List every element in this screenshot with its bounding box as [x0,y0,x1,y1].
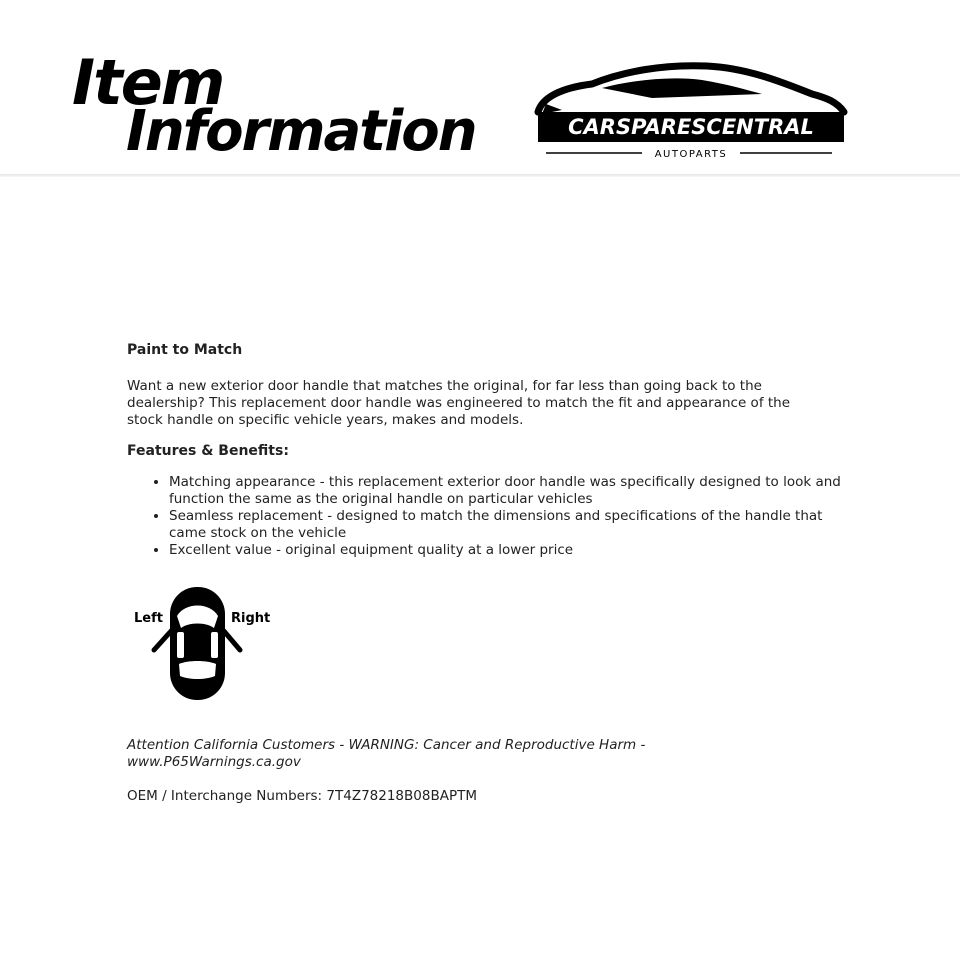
page-header [0,0,960,176]
description-paragraph: Want a new exterior door handle that matches the original, for far less than going back to the dealership? This replacement door handle was engineered to match the fit and appearance of the stock handle on specific vehicle years, makes and models. [127,378,791,428]
logo-brand-text: CARSPARESCENTRAL [568,115,814,139]
features-heading: Features & Benefits: [127,443,289,459]
list-item: • Matching appearance - this replacement exterior door handle was specifically designed to look and function the same as the original handle on particular vehicles [169,474,847,508]
features-list [127,474,847,559]
right-door-icon [223,630,240,650]
logo-tagline-text: AUTOPARTS [654,149,728,160]
door-position-diagram [130,580,280,705]
section-heading: Paint to Match [127,342,243,358]
title-line-item: Item [72,46,224,119]
left-label: Left [134,611,163,626]
prop65-warning: Attention California Customers - WARNING: Cancer and Reproductive Harm - www.P65Warnings.ca.gov [127,737,646,770]
right-label: Right [231,611,271,626]
list-item: • Seamless replacement - designed to match the dimensions and specifications of the handle that came stock on the vehicle [169,508,847,542]
oem-numbers: OEM / Interchange Numbers: 7T4Z78218B08BAPTM [127,788,477,804]
title-line-information: Information [126,99,476,164]
left-door-icon [154,630,172,650]
list-item: • Excellent value - original equipment quality at a lower price [169,542,847,559]
item-description [127,342,847,559]
header-divider [0,174,960,177]
carsparescentral-logo [532,60,848,164]
